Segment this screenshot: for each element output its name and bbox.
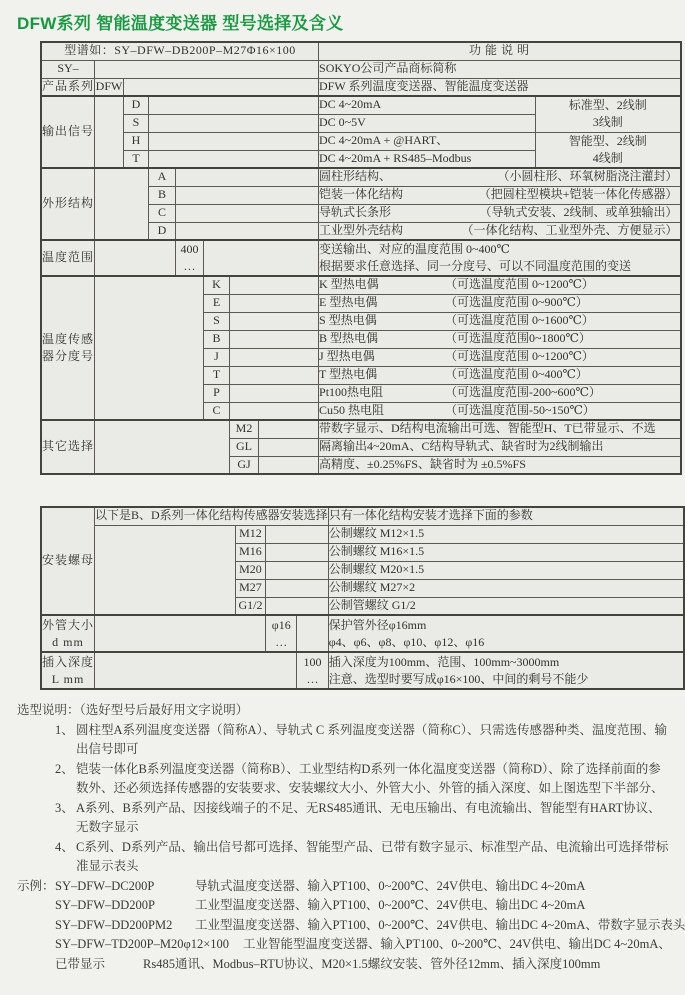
empty-cell xyxy=(259,438,319,456)
cell-depth-code xyxy=(297,652,328,689)
pipe-desc-line2: φ4、φ6、φ8、φ10、φ12、φ16 xyxy=(328,634,485,649)
example-model-code: SY–DFW–TD200P–M20φ12×100 xyxy=(55,937,229,951)
example-model-code: 已带显示 xyxy=(55,956,106,971)
note-smart-line1: 智能型、2线制 xyxy=(568,133,647,148)
sensor-c-type: Cu50 热电阻 xyxy=(319,402,385,417)
empty-cell xyxy=(266,597,329,615)
cell-shape-desc-a xyxy=(319,168,681,186)
empty-cell xyxy=(176,222,319,240)
cell-nut-desc-m20: 公制螺纹 M20×1.5 xyxy=(328,561,684,579)
cell-nut-header-right: 只有一体化结构安装才选择下面的参数 xyxy=(328,507,684,525)
example-row-3 xyxy=(17,916,685,936)
notes-heading: 选型说明：（选好型号后最好用文字说明） xyxy=(17,703,249,717)
row-output-d xyxy=(41,96,681,114)
empty-cell xyxy=(230,348,319,366)
cell-shape-desc-c xyxy=(319,204,681,222)
cell-pipe-code xyxy=(266,615,297,652)
empty-cell xyxy=(95,276,204,420)
cell-sensor-code-j: J xyxy=(204,348,230,366)
example-desc: Rs485通讯、Modbus–RTU协议、M20×1.5螺纹安装、管外径12mm、插入深度100mm xyxy=(143,956,601,971)
cell-other-code-gj: GJ xyxy=(230,456,259,474)
note-item-1 xyxy=(17,721,669,760)
empty-cell xyxy=(259,420,319,438)
model-selection-table xyxy=(40,41,682,475)
empty-cell xyxy=(259,456,319,474)
row-other-m2 xyxy=(41,420,681,438)
example-desc: 导轨式温度变送器、输入PT100、0~200℃、24V供电、输出DC 4~20mA xyxy=(195,878,586,893)
sensor-desc-pair xyxy=(319,314,680,328)
header-model-spectrum: 型谱如：SY–DFW–DB200P–M27Φ16×100 xyxy=(41,42,319,60)
sensor-t-type: T 型热电偶 xyxy=(319,367,378,382)
cell-shape-code-c: C xyxy=(149,204,176,222)
shape-desc-pair xyxy=(319,224,680,238)
cell-output-desc-h: DC 4~20mA + @HART、 xyxy=(319,132,536,150)
cell-depth-label xyxy=(41,652,95,689)
empty-cell xyxy=(266,579,329,597)
sensor-k-type: K 型热电偶 xyxy=(319,277,379,292)
cell-nut-header-left: 以下是B、D系列一体化结构传感器安装选择 xyxy=(95,507,329,525)
row-header xyxy=(41,42,681,60)
note-item-2 xyxy=(17,760,669,799)
cell-nut-desc-g12: 公制管螺纹 G1/2 xyxy=(328,597,684,615)
row-shape-a xyxy=(41,168,681,186)
cell-sensor-desc-k xyxy=(319,276,681,294)
note-text: 铠装一体化B系列温度变送器（简称B）、工业型结构D系列一体化温度变送器（简称D）、除了选择前面的参数外、还必须选择传感器的安装要求、安装螺纹大小、外管大小、外管的插入深度、如上图选型下半部分、 xyxy=(76,761,664,795)
cell-shape-code-d: D xyxy=(149,222,176,240)
sensor-k-range: （可选温度范围 0~1200℃） xyxy=(445,277,594,292)
row-nut-m12 xyxy=(41,525,684,543)
cell-output-desc-t: DC 4~20mA + RS485–Modbus xyxy=(319,150,536,168)
cell-series-desc: DFW 系列温度变送器、智能温度变送器 xyxy=(319,78,681,96)
cell-output-code-s: S xyxy=(124,114,149,132)
sensor-desc-pair xyxy=(319,278,680,292)
empty-cell xyxy=(230,366,319,384)
empty-cell xyxy=(230,276,319,294)
cell-shape-group-label: 外形结构 xyxy=(41,168,95,240)
cell-nut-code-m16: M16 xyxy=(235,543,265,561)
cell-shape-desc-b xyxy=(319,186,681,204)
page-title: DFW系列 智能温度变送器 型号选择及含义 xyxy=(17,14,344,33)
cell-output-code-h: H xyxy=(124,132,149,150)
empty-cell xyxy=(176,186,319,204)
cell-sensor-desc-b xyxy=(319,330,681,348)
depth-desc-line2: 注意、选型时要写成φ16×100、中间的剩号不能少 xyxy=(328,671,589,686)
empty-cell xyxy=(95,96,124,168)
shape-desc-pair xyxy=(319,188,680,202)
depth-label-line2: L mm xyxy=(51,671,85,686)
depth-desc-line1: 插入深度为100mm、范围、100mm~3000mm xyxy=(328,654,560,669)
example-row-2 xyxy=(17,896,669,916)
pipe-label-line2: d mm xyxy=(52,634,84,649)
cell-output-code-d: D xyxy=(124,96,149,114)
note-smart-line2: 4线制 xyxy=(592,150,623,165)
note-item-3 xyxy=(17,799,669,838)
sensor-s-type: S 型热电偶 xyxy=(319,313,377,328)
sensor-desc-pair xyxy=(319,368,680,382)
cell-range-code xyxy=(176,240,204,276)
shape-desc-pair xyxy=(319,170,680,184)
range-desc-line2: 根据要求任意选择、同一分度号、可以不同温度范围的变送 xyxy=(319,259,632,273)
cell-output-note-standard xyxy=(536,96,681,132)
empty-cell xyxy=(266,543,329,561)
note-number: 3、 xyxy=(55,800,74,815)
empty-cell xyxy=(95,615,266,652)
row-brand xyxy=(41,60,681,78)
empty-cell xyxy=(95,525,236,615)
cell-brand-desc: SOKYO公司产品商标简称 xyxy=(319,60,681,78)
cell-other-desc-gl: 隔离输出4~20mA、C结构导轨式、缺省时为2线制输出 xyxy=(319,438,681,456)
sensor-t-range: （可选温度范围 0~400℃） xyxy=(445,367,588,382)
row-pipe-size xyxy=(41,615,684,652)
note-number: 1、 xyxy=(55,722,74,737)
empty-cell xyxy=(204,240,319,276)
row-series xyxy=(41,78,681,96)
pipe-desc-line1: 保护管外径φ16mm xyxy=(328,617,427,632)
empty-cell xyxy=(95,420,230,474)
shape-a-text: 圆柱形结构、 xyxy=(319,169,392,184)
empty-cell xyxy=(149,114,319,132)
shape-a-paren: （小圆柱形、环氧树脂浇注灌封） xyxy=(497,169,678,184)
empty-cell xyxy=(95,240,176,276)
empty-cell xyxy=(149,150,319,168)
note-item-4 xyxy=(17,838,669,877)
sensor-desc-pair xyxy=(319,350,680,364)
shape-c-text: 导轨式长条形 xyxy=(319,205,392,220)
sensor-desc-pair xyxy=(319,332,680,346)
example-row-5 xyxy=(17,955,669,975)
empty-cell xyxy=(297,615,328,652)
shape-d-text: 工业型外壳结构 xyxy=(319,222,404,237)
row-output-h xyxy=(41,132,681,150)
cell-other-group-label: 其它选择 xyxy=(41,420,95,474)
note-text: C系列、D系列产品、输出信号都可选择、智能型产品、已带有数字显示、标准型产品、电流输出可选择带标准显示表头 xyxy=(76,839,669,873)
cell-nut-code-m27: M27 xyxy=(235,579,265,597)
sensor-e-range: （可选温度范围 0~900℃） xyxy=(445,295,588,310)
sensor-j-type: J 型热电偶 xyxy=(319,349,375,364)
range-desc-line1: 变送输出、对应的温度范围 0~400℃ xyxy=(319,242,510,256)
cell-nut-group-label: 安装螺母 xyxy=(41,507,95,615)
depth-code-ellipsis: … xyxy=(306,671,319,686)
cell-range-label: 温度范围 xyxy=(41,240,95,276)
cell-nut-desc-m12: 公制螺纹 M12×1.5 xyxy=(328,525,684,543)
sensor-desc-pair xyxy=(319,296,680,310)
sensor-e-type: E 型热电偶 xyxy=(319,295,378,310)
example-model-code: SY–DFW–DD200PM2 xyxy=(55,917,173,932)
note-text: A系列、B系列产品、因接线端子的不足、无RS485通讯、无电压输出、有电流输出、智能型有HART协议、无数字显示 xyxy=(76,800,661,834)
cell-sensor-code-p: P xyxy=(204,384,230,402)
sensor-j-range: （可选温度范围 0~1200℃） xyxy=(445,349,594,364)
example-desc: 工业智能型温度变送器、输入PT100、0~200℃、24V供电、输出DC 4~20mA、 xyxy=(243,937,671,951)
empty-cell xyxy=(149,132,319,150)
empty-cell xyxy=(149,96,319,114)
cell-shape-code-b: B xyxy=(149,186,176,204)
row-temp-range xyxy=(41,240,681,276)
cell-sensor-desc-s xyxy=(319,312,681,330)
cell-shape-code-a: A xyxy=(149,168,176,186)
cell-depth-desc xyxy=(328,652,684,689)
cell-series-label: 产品系列 xyxy=(41,78,95,96)
note-standard-line2: 3线制 xyxy=(592,115,623,130)
example-row-4 xyxy=(17,935,669,955)
cell-pipe-desc xyxy=(328,615,684,652)
empty-cell xyxy=(266,561,329,579)
sensor-desc-pair xyxy=(319,386,680,400)
cell-brand-code: SY– xyxy=(41,60,95,78)
shape-desc-pair xyxy=(319,206,680,220)
examples-label: 示例： xyxy=(17,878,55,893)
note-text: 圆柱型A系列温度变送器（简称A）、导轨式 C 系列温度变送器（简称C）、只需选传感器种类、温度范围、输出信号即可 xyxy=(76,722,667,756)
sensor-p-type: Pt100热电阻 xyxy=(319,385,384,400)
cell-nut-desc-m27: 公制螺纹 M27×2 xyxy=(328,579,684,597)
empty-cell xyxy=(95,652,297,689)
row-insert-depth xyxy=(41,652,684,689)
example-row-1 xyxy=(17,877,669,897)
cell-other-desc-m2: 带数字显示、D结构电流输出可选、智能型H、T已带显示、不选 xyxy=(319,420,681,438)
sensor-s-range: （可选温度范围 0~1600℃） xyxy=(445,313,594,328)
empty-cell xyxy=(124,78,319,96)
cell-shape-desc-d xyxy=(319,222,681,240)
sensor-c-range: （可选温度范围-50~150℃） xyxy=(445,402,595,417)
cell-sensor-code-k: K xyxy=(204,276,230,294)
cell-nut-code-m12: M12 xyxy=(235,525,265,543)
example-model-code: SY–DFW–DD200P xyxy=(55,898,156,912)
cell-sensor-desc-c xyxy=(319,402,681,420)
header-function-label: 功 能 说 明 xyxy=(319,42,681,60)
cell-nut-desc-m16: 公制螺纹 M16×1.5 xyxy=(328,543,684,561)
cell-pipe-label xyxy=(41,615,95,652)
empty-cell xyxy=(230,312,319,330)
cell-output-note-smart xyxy=(536,132,681,168)
cell-sensor-desc-p xyxy=(319,384,681,402)
table-gap xyxy=(0,475,685,506)
cell-other-code-m2: M2 xyxy=(230,420,259,438)
cell-sensor-code-s: S xyxy=(204,312,230,330)
pipe-code-ellipsis: … xyxy=(275,634,288,649)
cell-sensor-desc-j xyxy=(319,348,681,366)
sensor-b-range: （可选温度范围0~1800℃） xyxy=(445,331,591,346)
cell-sensor-group-label xyxy=(41,276,95,420)
shape-d-paren: （一体化结构、工业型外壳、方便显示） xyxy=(461,222,678,237)
depth-code-value: 100 xyxy=(303,654,322,669)
range-code-value: 400 xyxy=(180,242,199,256)
empty-cell xyxy=(95,168,149,240)
cell-sensor-code-b: B xyxy=(204,330,230,348)
empty-cell xyxy=(230,330,319,348)
cell-output-desc-d: DC 4~20mA xyxy=(319,96,536,114)
cell-sensor-code-c: C xyxy=(204,402,230,420)
note-standard-line1: 标准型、2线制 xyxy=(568,98,647,113)
empty-cell xyxy=(230,402,319,420)
cell-nut-code-m20: M20 xyxy=(235,561,265,579)
sensor-label-line1: 温度传感 xyxy=(42,332,95,346)
empty-cell xyxy=(230,384,319,402)
example-desc: 工业型温度变送器、输入PT100、0~200℃、24V供电、输出DC 4~20mA、带数字显示表头 xyxy=(195,917,685,932)
example-model-code: SY–DFW–DC200P xyxy=(55,878,155,893)
cell-sensor-code-e: E xyxy=(204,294,230,312)
range-code-ellipsis: … xyxy=(183,259,196,273)
note-number: 2、 xyxy=(55,761,74,776)
selection-notes xyxy=(17,701,685,974)
empty-cell xyxy=(266,525,329,543)
cell-sensor-desc-e xyxy=(319,294,681,312)
shape-b-paren: （把圆柱型模块+铠装一体化传感器） xyxy=(478,187,678,202)
pipe-label-line1: 外管大小 xyxy=(42,617,95,632)
cell-other-code-gl: GL xyxy=(230,438,259,456)
cell-output-desc-s: DC 0~5V xyxy=(319,114,536,132)
sensor-desc-pair xyxy=(319,404,680,418)
cell-nut-code-g12: G1/2 xyxy=(235,597,265,615)
row-nut-header xyxy=(41,507,684,525)
empty-cell xyxy=(176,168,319,186)
cell-output-group-label: 输出信号 xyxy=(41,96,95,168)
shape-b-text: 铠装一体化结构 xyxy=(319,187,404,202)
cell-range-desc xyxy=(319,240,681,276)
sensor-b-type: B 型热电偶 xyxy=(319,331,379,346)
note-number: 4、 xyxy=(55,839,74,854)
row-sensor-k xyxy=(41,276,681,294)
empty-cell xyxy=(230,294,319,312)
sensor-label-line2: 器分度号 xyxy=(42,349,95,363)
empty-cell xyxy=(176,204,319,222)
cell-series-code: DFW xyxy=(95,78,124,96)
depth-label-line1: 插入深度 xyxy=(42,654,95,669)
empty-cell xyxy=(95,60,319,78)
cell-output-code-t: T xyxy=(124,150,149,168)
example-desc: 工业型温度变送器、输入PT100、0~200℃、24V供电、输出DC 4~20mA xyxy=(195,898,586,912)
mounting-selection-table xyxy=(40,506,685,690)
shape-c-paren: （导轨式安装、2线制、或单独输出） xyxy=(479,205,678,220)
cell-sensor-desc-t xyxy=(319,366,681,384)
cell-sensor-code-t: T xyxy=(204,366,230,384)
sensor-p-range: （可选温度范围-200~600℃） xyxy=(445,385,601,400)
pipe-code-value: φ16 xyxy=(271,617,291,632)
cell-other-desc-gj: 高精度、±0.25%FS、缺省时为 ±0.5%FS xyxy=(319,456,681,474)
